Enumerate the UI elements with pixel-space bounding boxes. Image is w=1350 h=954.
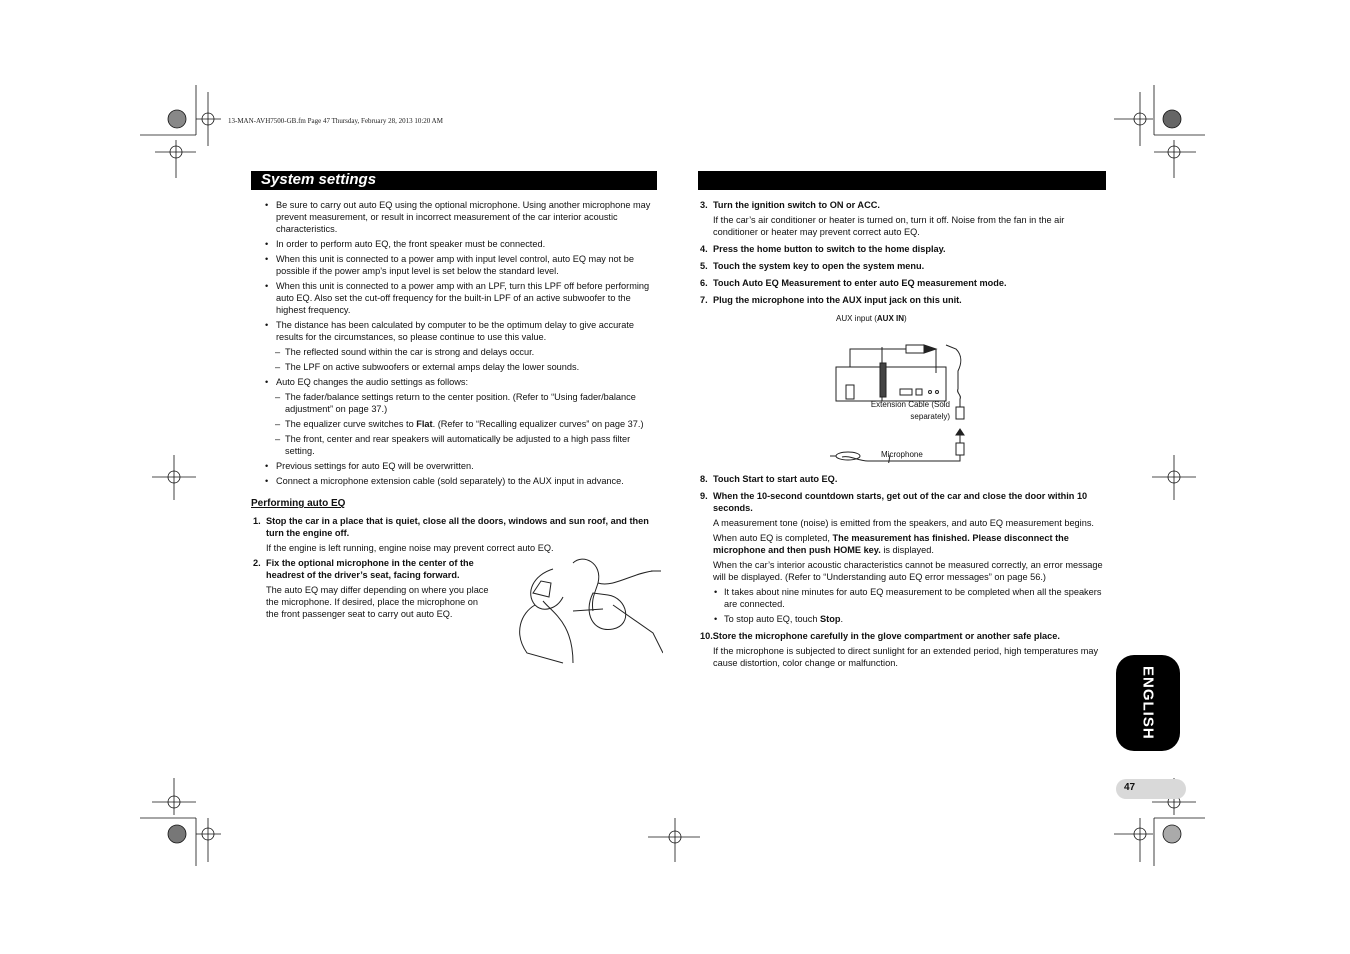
list-item: • In order to perform auto EQ, the front speaker must be connected. [251, 238, 657, 250]
page-title: System settings [261, 171, 377, 188]
step-number: 4. [700, 244, 708, 254]
step-text: Touch Start to start auto EQ. [713, 474, 838, 484]
step-text: Fix the optional microphone in the center of the headrest of the driver’s seat, facing forward. [266, 558, 474, 580]
step-number: 2. [253, 558, 261, 568]
text: When auto EQ is completed, [713, 533, 833, 543]
headrest-microphone-illustration [513, 553, 663, 665]
section-header-bar [251, 171, 657, 190]
step-number: 7. [700, 295, 708, 305]
step-number: 8. [700, 474, 708, 484]
text: ) [904, 314, 907, 323]
step-number: 6. [700, 278, 708, 288]
language-tab-label: ENGLISH [1139, 666, 1157, 740]
list-item [698, 613, 1106, 625]
step-number: 9. [700, 491, 708, 501]
step-text: When the 10-second countdown starts, get out of the car and close the door within 10 seconds. [713, 491, 1088, 513]
step-5 [698, 260, 1106, 272]
step-number: 1. [253, 516, 261, 526]
text: . [840, 614, 843, 624]
page-number: 47 [1124, 782, 1136, 793]
step-text: Plug the microphone into the AUX input jack on this unit. [713, 295, 962, 305]
step-note: A measurement tone (noise) is emitted from the speakers, and auto EQ measurement begins. [713, 518, 1094, 528]
figure-label-extension-cable: Extension Cable (Sold separately) [870, 400, 950, 421]
step-number: 3. [700, 200, 708, 210]
step-text: Press the home button to switch to the home display. [713, 244, 946, 254]
list-item: • Be sure to carry out auto EQ using the optional microphone. Using another microphone may prevent measurement, or result in incorrect measurement of the car interior acoustic characteristics. [251, 199, 657, 235]
text-bold: The measurement has finished. Please disconnect the microphone and then push HOME key. [713, 533, 1069, 555]
step-10: 10.Store the microphone carefully in the glove compartment or another safe place. [700, 631, 1060, 641]
list-item: • When this unit is connected to a power amp with an LPF, turn this LPF off before performing auto EQ. Also set the cut-off frequency for the built-in LPF of an active subwoofer to the highest frequency. [251, 280, 657, 316]
step-text: Touch the system key to open the system menu. [713, 261, 925, 271]
step-4 [698, 243, 1106, 255]
step-7 [698, 294, 1106, 306]
text: . (Refer to “Recalling equalizer curves” on page 37.) [432, 419, 644, 429]
step-note: When the car’s interior acoustic characteristics cannot be measured correctly, an error message will be displayed. (Refer to “Understanding auto EQ error messages” on page 56.) [713, 560, 1103, 582]
text: is displayed. [880, 545, 934, 555]
step-3 [698, 199, 1106, 211]
aux-connection-figure [698, 309, 1106, 469]
text: The equalizer curve switches to [285, 419, 417, 429]
unit-connection-diagram [828, 323, 978, 463]
list-item: • When this unit is connected to a power amp with input level control, auto EQ may not be possible if the power amp’s input level is set below the standard level. [251, 253, 657, 277]
step-number: 5. [700, 261, 708, 271]
step-9 [698, 490, 1106, 514]
step-6 [698, 277, 1106, 289]
step-note: If the car’s air conditioner or heater is turned on, turn it off. Noise from the fan in the air conditioner or heater may prevent correct auto EQ. [713, 215, 1065, 237]
step-text: Turn the ignition switch to ON or ACC. [713, 200, 880, 210]
step-note: If the engine is left running, engine noise may prevent correct auto EQ. [266, 543, 554, 553]
text-bold: Stop [820, 614, 841, 624]
step-note: If the microphone is subjected to direct sunlight for an extended period, high temperatures may cause distortion, color change or malfunction. [713, 646, 1099, 668]
text-bold: Flat [416, 419, 433, 429]
section-header-bar-right [698, 171, 1106, 190]
list-item: • It takes about nine minutes for auto EQ measurement to be completed when all the speakers are connected. [698, 586, 1106, 610]
text: To stop auto EQ, touch [724, 614, 821, 624]
sub-list-item: – The front, center and rear speakers will automatically be adjusted to a high pass filter setting. [251, 433, 657, 457]
list-item: • Auto EQ changes the audio settings as follows: [251, 376, 657, 388]
step-text: Touch Auto EQ Measurement to enter auto EQ measurement mode. [713, 278, 1007, 288]
text-bold: AUX IN [876, 314, 905, 323]
sub-list-item: – The reflected sound within the car is strong and delays occur. [251, 346, 657, 358]
right-column [698, 199, 1106, 672]
sub-list-item: – The fader/balance settings return to the center position. (Refer to “Using fader/balance adjustment” on page 37.) [251, 391, 657, 415]
sub-list-item: – The LPF on active subwoofers or external amps delay the lower sounds. [251, 361, 657, 373]
step-8 [698, 473, 1106, 485]
file-info: 13-MAN-AVH7500-GB.fm Page 47 Thursday, February 28, 2013 10:20 AM [228, 117, 443, 125]
step-2 [251, 557, 491, 581]
sub-list-item [251, 418, 657, 430]
text: AUX input ( [836, 314, 877, 323]
figure-label-microphone: Microphone [881, 450, 923, 459]
step-note [698, 532, 1106, 556]
step-text: Stop the car in a place that is quiet, close all the doors, windows and sun roof, and then turn the engine off. [266, 516, 649, 538]
left-column [251, 199, 657, 657]
step-1 [251, 515, 657, 539]
list-item: • The distance has been calculated by computer to be the optimum delay to give accurate results for the circumstances, so please continue to use this value. [251, 319, 657, 343]
list-item: • Previous settings for auto EQ will be overwritten. [251, 460, 657, 472]
section-heading: Performing auto EQ [251, 498, 346, 509]
list-item: • Connect a microphone extension cable (sold separately) to the AUX input in advance. [251, 475, 657, 487]
step-note: The auto EQ may differ depending on where you place the microphone. If desired, place the microphone on the front passenger seat to carry out auto EQ. [266, 585, 489, 619]
step-2-block [251, 557, 657, 657]
